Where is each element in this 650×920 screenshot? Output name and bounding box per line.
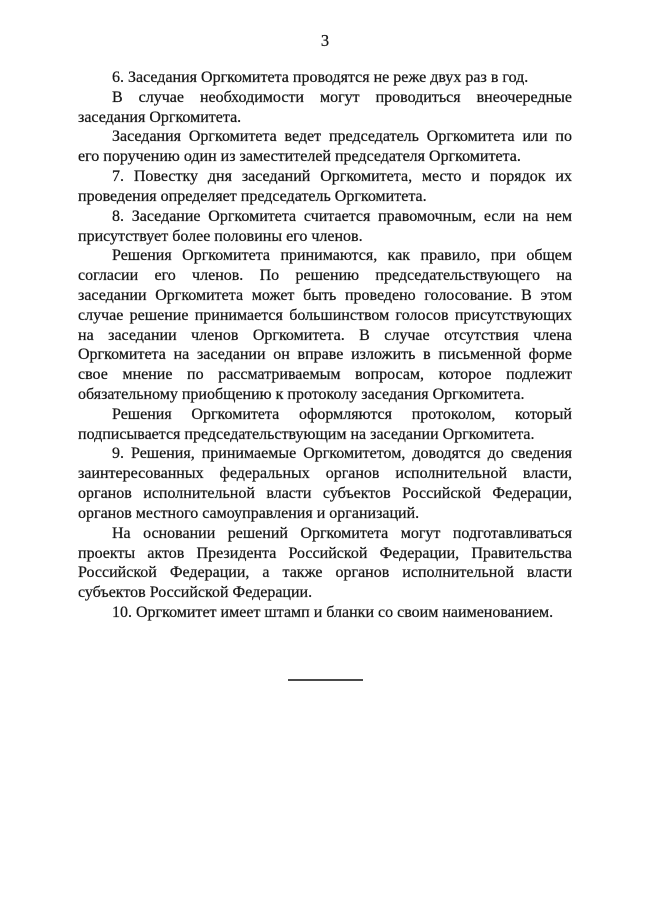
text-line: органов местного самоуправления и организаций. (78, 504, 420, 522)
text-line: свое мнение по рассматриваемым вопросам, которое подлежит (78, 366, 572, 384)
text-line: На основании решений Оргкомитета могут подготавливаться (112, 524, 572, 542)
text-line: Заседания Оргкомитета ведет председатель Оргкомитета или по (112, 128, 572, 146)
document-body (78, 68, 572, 623)
text-line: заседания Оргкомитета. (78, 108, 242, 126)
text-line: проведения определяет председатель Оргкомитета. (78, 187, 427, 205)
text-line: его поручению один из заместителей председателя Оргкомитета. (78, 148, 521, 166)
text-line: субъектов Российской Федерации. (78, 584, 313, 602)
text-line: 10. Оргкомитет имеет штамп и бланки со своим наименованием. (112, 603, 554, 621)
text-line: заседании Оргкомитета может быть проведено голосование. В этом (78, 286, 572, 304)
text-line: на заседании членов Оргкомитета. В случае отсутствия члена (78, 326, 572, 344)
text-line: Оргкомитета на заседании он вправе изложить в письменной форме (78, 346, 572, 364)
text-line: обязательному приобщению к протоколу заседания Оргкомитета. (78, 386, 525, 403)
text-line: 9. Решения, принимаемые Оргкомитетом, доводятся до сведения (112, 445, 572, 463)
text-line: подписывается председательствующим на заседании Оргкомитета. (78, 425, 535, 443)
text-line: органов исполнительной власти субъектов Российской Федерации, (78, 485, 572, 503)
text-line: Российской Федерации, а также органов исполнительной власти (78, 564, 572, 582)
text-line: согласии его членов. По решению председательствующего на (78, 267, 572, 285)
end-divider (288, 679, 363, 681)
text-line: 7. Повестку дня заседаний Оргкомитета, место и порядок их (112, 168, 572, 186)
text-line: заинтересованных федеральных органов исполнительной власти, (78, 465, 572, 483)
text-line: проекты актов Президента Российской Федерации, Правительства (78, 544, 572, 562)
text-line: 8. Заседание Оргкомитета считается правомочным, если на нем (112, 207, 572, 225)
text-line: Решения Оргкомитета принимаются, как правило, при общем (112, 247, 572, 265)
text-line: В случае необходимости могут проводиться внеочередные (112, 88, 572, 106)
text-line: случае решение принимается большинством голосов присутствующих (78, 306, 572, 324)
page-number: 3 (320, 31, 330, 50)
text-line: 6. Заседания Оргкомитета проводятся не реже двух раз в год. (112, 69, 529, 86)
text-line: Решения Оргкомитета оформляются протоколом, который (112, 405, 572, 423)
text-line: присутствует более половины его членов. (78, 227, 363, 245)
